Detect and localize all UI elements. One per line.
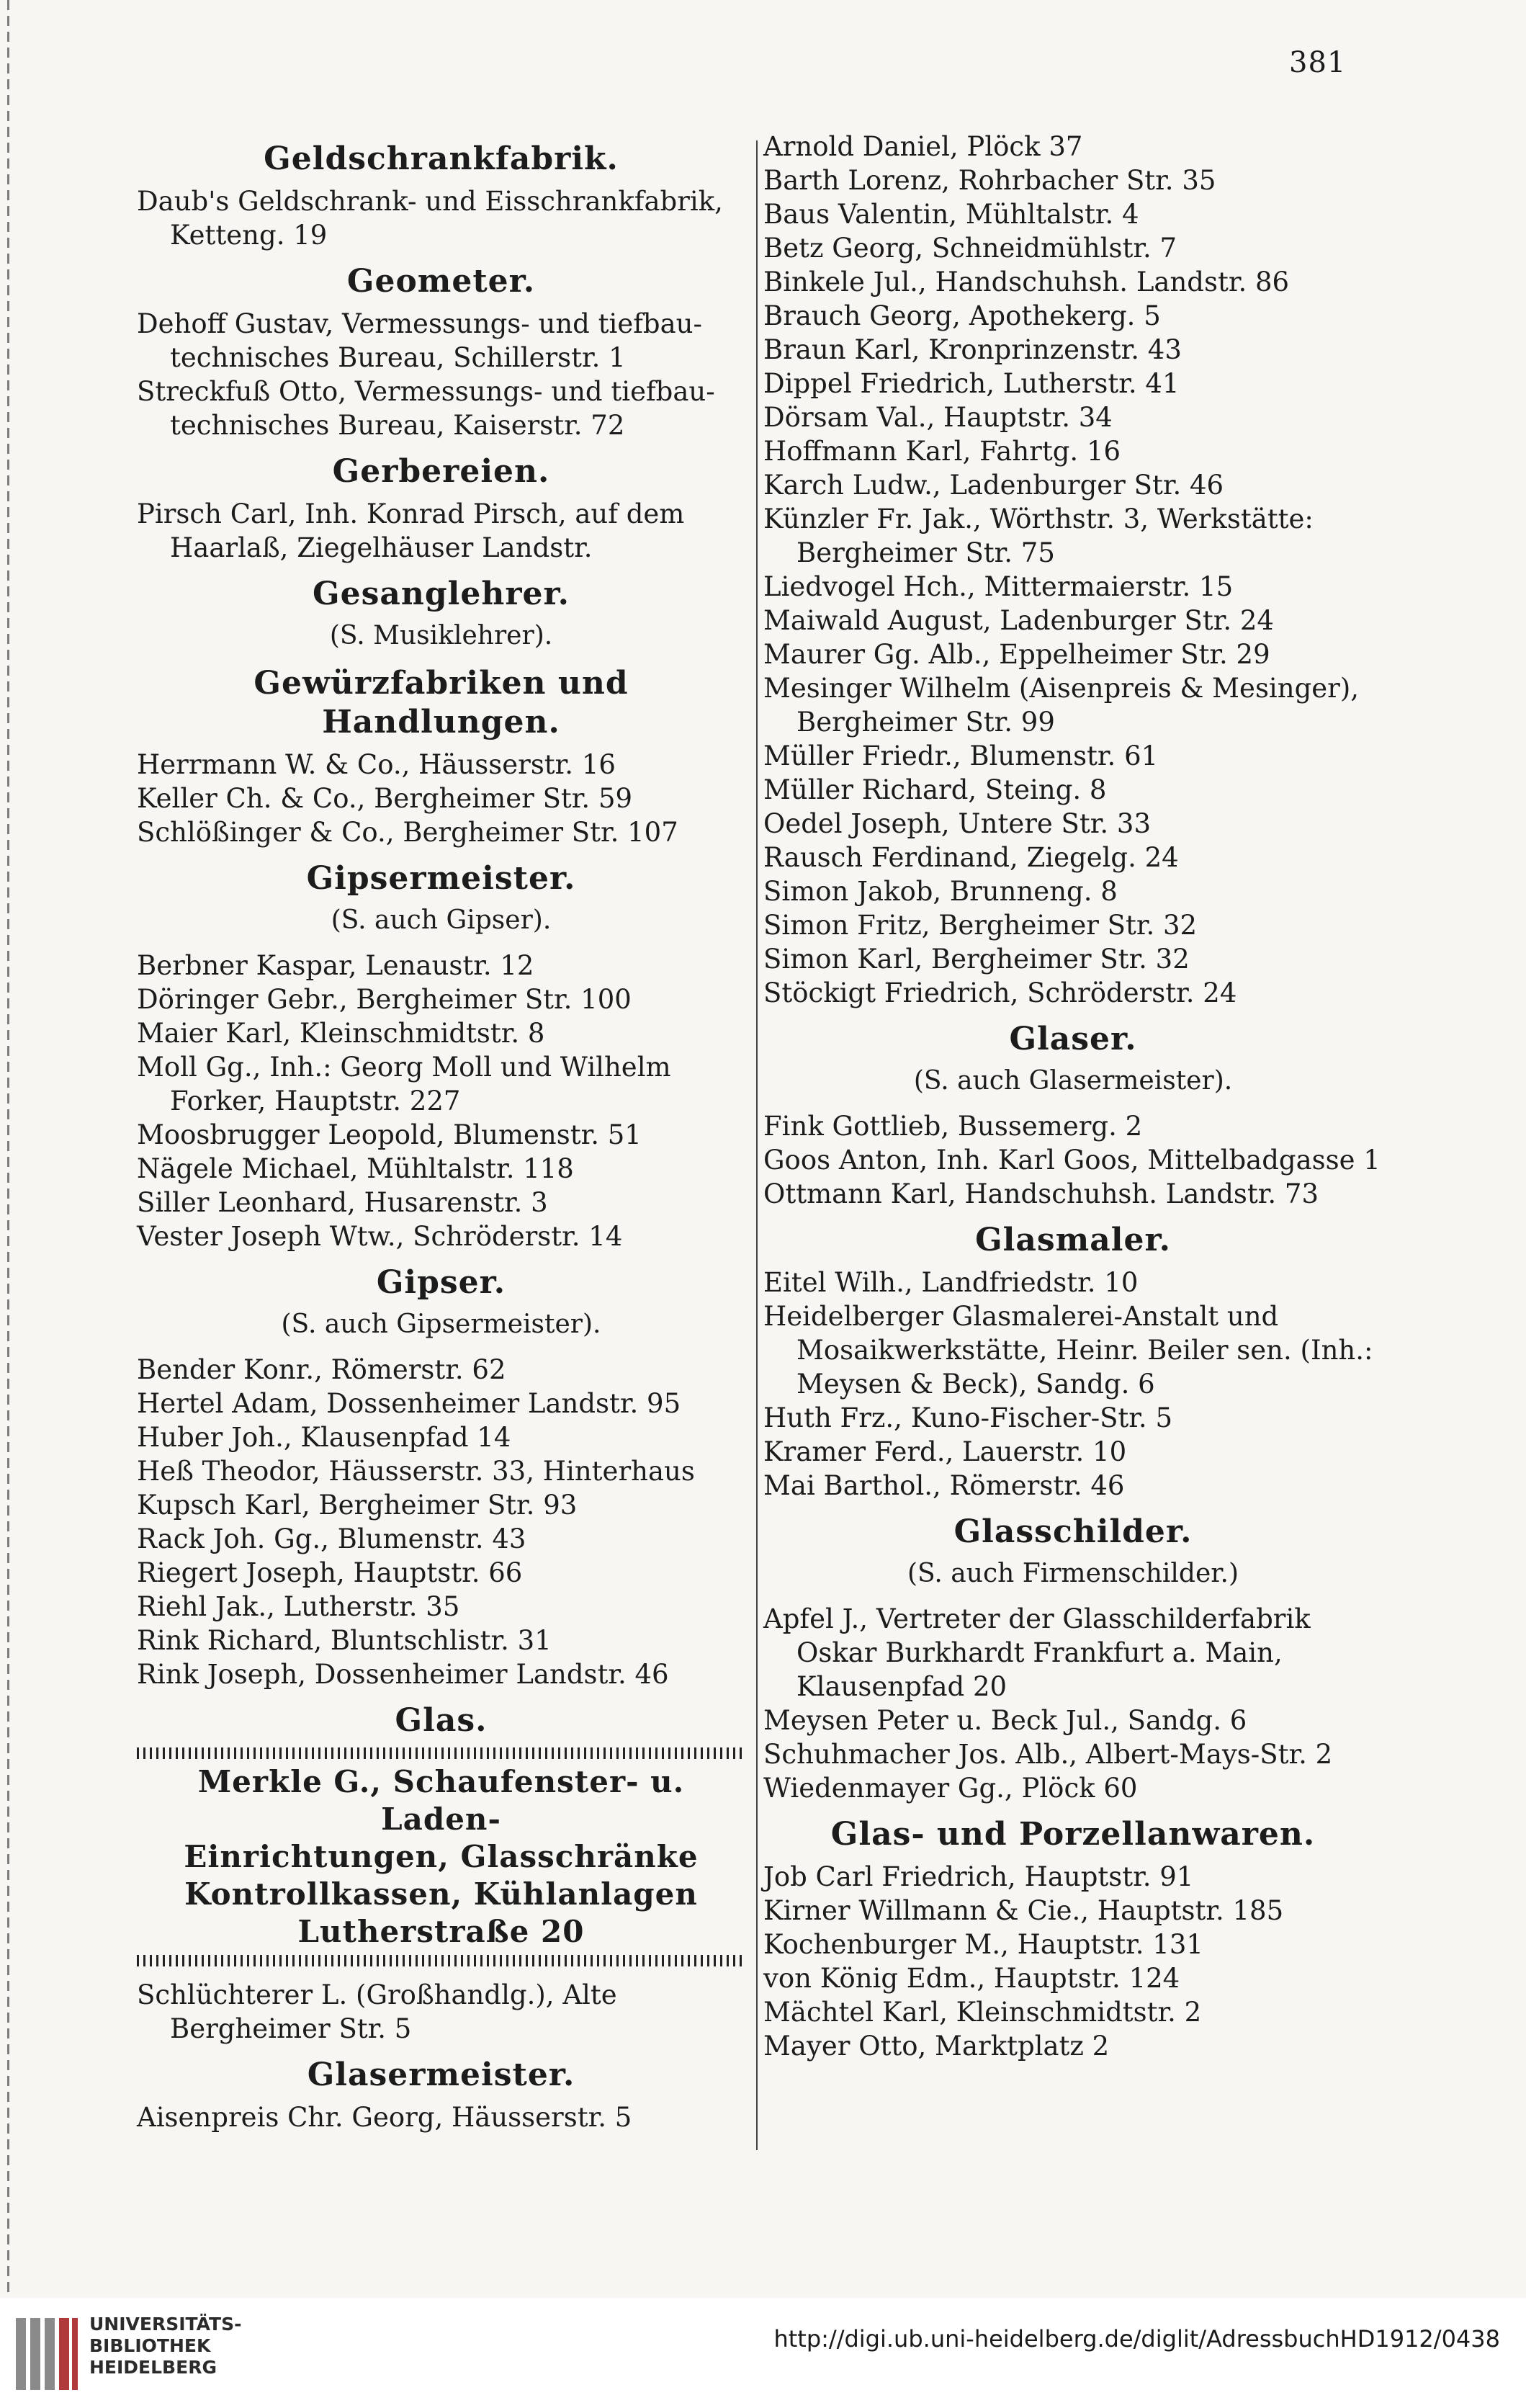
directory-entry: Rink Joseph, Dossenheimer Landstr. 46 (137, 1659, 669, 1690)
directory-entry: Oedel Joseph, Untere Str. 33 (763, 808, 1151, 839)
library-name-line: BIBLIOTHEK (89, 2335, 211, 2356)
directory-entry: Mayer Otto, Marktplatz 2 (763, 2031, 1110, 2062)
directory-entry: Nägele Michael, Mühltalstr. 118 (137, 1153, 574, 1184)
section-heading: Glasschilder. (953, 1513, 1193, 1550)
directory-entry: Rack Joh. Gg., Blumenstr. 43 (137, 1523, 526, 1554)
directory-entry: Döringer Gebr., Bergheimer Str. 100 (137, 984, 632, 1015)
directory-entry: Mächtel Karl, Kleinschmidtstr. 2 (763, 1997, 1202, 2028)
cross-reference: (S. auch Glasermeister). (913, 1066, 1233, 1096)
directory-entry: Bender Konr., Römerstr. 62 (137, 1354, 506, 1385)
directory-entry: Apfel J., Vertreter der Glasschilderfabrik Oskar Burkhardt Frankfurt a. Main, Klausenpfad 20 (763, 1603, 1311, 1702)
directory-entry: Meysen Peter u. Beck Jul., Sandg. 6 (763, 1705, 1247, 1736)
directory-entry: Moosbrugger Leopold, Blumenstr. 51 (137, 1119, 642, 1150)
directory-entry: Heidelberger Glasmalerei-Anstalt und Mosaikwerkstätte, Heinr. Beiler sen. (Inh.: Meysen & Beck), Sandg. 6 (763, 1301, 1373, 1400)
directory-entry: Maurer Gg. Alb., Eppelheimer Str. 29 (763, 639, 1270, 670)
section-heading: Gewürzfabriken und Handlungen. (253, 665, 629, 740)
directory-entry: von König Edm., Hauptstr. 124 (763, 1963, 1180, 1994)
directory-entry: Streckfuß Otto, Vermessungs- und tiefbau-technisches Bureau, Kaiserstr. 72 (137, 376, 715, 441)
directory-entry: Barth Lorenz, Rohrbacher Str. 35 (763, 165, 1216, 196)
directory-entry: Simon Jakob, Brunneng. 8 (763, 876, 1118, 907)
directory-entry: Berbner Kaspar, Lenaustr. 12 (137, 950, 534, 981)
directory-entry: Dippel Friedrich, Lutherstr. 41 (763, 368, 1180, 399)
directory-entry: Herrmann W. & Co., Häusserstr. 16 (137, 749, 616, 780)
directory-entry: Simon Karl, Bergheimer Str. 32 (763, 944, 1190, 975)
directory-entry: Huber Joh., Klausenpfad 14 (137, 1422, 511, 1453)
directory-entry: Huth Frz., Kuno-Fischer-Str. 5 (763, 1402, 1172, 1433)
cross-reference: (S. auch Firmenschilder.) (907, 1559, 1239, 1588)
directory-entry: Ottmann Karl, Handschuhsh. Landstr. 73 (763, 1178, 1319, 1209)
directory-entry: Hoffmann Karl, Fahrtg. 16 (763, 436, 1121, 467)
directory-entry: Künzler Fr. Jak., Wörthstr. 3, Werkstätte: Bergheimer Str. 75 (763, 503, 1314, 568)
section-heading: Geometer. (346, 263, 536, 300)
section-heading: Gerbereien. (332, 453, 550, 490)
ad-border (137, 1955, 745, 1966)
directory-entry: Arnold Daniel, Plöck 37 (763, 131, 1083, 162)
directory-entry: Karch Ludw., Ladenburger Str. 46 (763, 470, 1224, 501)
directory-entry: Betz Georg, Schneidmühlstr. 7 (763, 233, 1177, 264)
directory-entry: Maiwald August, Ladenburger Str. 24 (763, 605, 1274, 636)
footer (0, 2298, 1526, 2408)
directory-entry: Liedvogel Hch., Mittermaierstr. 15 (763, 571, 1234, 602)
directory-entry: Vester Joseph Wtw., Schröderstr. 14 (137, 1221, 623, 1252)
directory-entry: Kochenburger M., Hauptstr. 131 (763, 1929, 1203, 1960)
directory-entry: Hertel Adam, Dossenheimer Landstr. 95 (137, 1388, 681, 1419)
advertisement (137, 1747, 745, 1966)
directory-entry: Rink Richard, Bluntschlistr. 31 (137, 1625, 552, 1656)
directory-entry: Goos Anton, Inh. Karl Goos, Mittelbadgasse 1 (763, 1145, 1381, 1176)
section-heading: Glas. (395, 1702, 488, 1739)
cross-reference: (S. auch Gipser). (331, 905, 552, 935)
directory-entry: Müller Friedr., Blumenstr. 61 (763, 740, 1159, 771)
section-heading: Geldschrankfabrik. (264, 140, 619, 177)
directory-entry: Schlößinger & Co., Bergheimer Str. 107 (137, 817, 678, 848)
directory-entry: Brauch Georg, Apothekerg. 5 (763, 300, 1161, 331)
directory-entry: Stöckigt Friedrich, Schröderstr. 24 (763, 977, 1237, 1008)
directory-entry: Dehoff Gustav, Vermessungs- und tiefbau-technisches Bureau, Schillerstr. 1 (137, 308, 702, 373)
section-heading: Glasmaler. (975, 1222, 1171, 1258)
section-heading: Gipser. (376, 1264, 506, 1301)
ad-border (137, 1747, 745, 1759)
directory-entry: Dörsam Val., Hauptstr. 34 (763, 402, 1113, 433)
ad-line: Kontrollkassen, Kühlanlagen (184, 1876, 698, 1912)
cross-reference: (S. auch Gipsermeister). (281, 1310, 601, 1339)
directory-entry: Daub's Geldschrank- und Eisschrankfabrik, Ketteng. 19 (137, 186, 723, 251)
library-logo-icon (10, 2311, 82, 2397)
directory-entry: Kramer Ferd., Lauerstr. 10 (763, 1436, 1127, 1467)
directory-entry: Rausch Ferdinand, Ziegelg. 24 (763, 842, 1179, 873)
section-heading: Gesanglehrer. (313, 576, 570, 612)
source-url-link[interactable]: http://digi.ub.uni-heidelberg.de/diglit/AdressbuchHD1912/0438 (773, 2325, 1500, 2353)
directory-entry: Baus Valentin, Mühltalstr. 4 (763, 199, 1139, 230)
column-divider (756, 140, 758, 2150)
directory-entry: Simon Fritz, Bergheimer Str. 32 (763, 910, 1198, 941)
ad-line: Lutherstraße 20 (297, 1914, 585, 1949)
directory-entry: Schlüchterer L. (Großhandlg.), Alte Bergheimer Str. 5 (137, 1979, 617, 2044)
directory-entry: Müller Richard, Steing. 8 (763, 774, 1107, 805)
library-name-line: UNIVERSITÄTS- (89, 2314, 242, 2335)
ad-line: Merkle G., Schaufenster- u. Laden- (197, 1764, 685, 1837)
directory-entry: Eitel Wilh., Landfriedstr. 10 (763, 1267, 1139, 1298)
directory-entry: Keller Ch. & Co., Bergheimer Str. 59 (137, 783, 633, 814)
directory-entry: Moll Gg., Inh.: Georg Moll und Wilhelm Forker, Hauptstr. 227 (137, 1052, 671, 1116)
section-heading: Glasermeister. (307, 2056, 575, 2093)
directory-entry: Heß Theodor, Häusserstr. 33, Hinterhaus (137, 1456, 695, 1487)
directory-entry: Mai Barthol., Römerstr. 46 (763, 1470, 1125, 1501)
right-column (763, 130, 1383, 2063)
directory-entry: Siller Leonhard, Husarenstr. 3 (137, 1187, 548, 1218)
directory-entry: Schuhmacher Jos. Alb., Albert-Mays-Str. 2 (763, 1739, 1333, 1770)
directory-entry: Riehl Jak., Lutherstr. 35 (137, 1591, 460, 1622)
directory-entry: Braun Karl, Kronprinzenstr. 43 (763, 334, 1182, 365)
library-name (89, 2314, 241, 2378)
directory-entry: Job Carl Friedrich, Hauptstr. 91 (763, 1861, 1194, 1892)
directory-entry: Fink Gottlieb, Bussemerg. 2 (763, 1111, 1143, 1142)
library-name-line: HEIDELBERG (89, 2357, 217, 2378)
section-heading: Glas- und Porzellanwaren. (830, 1816, 1316, 1853)
directory-entry: Kupsch Karl, Bergheimer Str. 93 (137, 1490, 578, 1521)
section-heading: Glaser. (1009, 1021, 1137, 1057)
left-column (137, 130, 745, 2134)
directory-entry: Aisenpreis Chr. Georg, Häusserstr. 5 (137, 2102, 632, 2133)
ad-line: Einrichtungen, Glasschränke (184, 1839, 699, 1874)
directory-entry: Mesinger Wilhelm (Aisenpreis & Mesinger), Bergheimer Str. 99 (763, 673, 1360, 738)
directory-entry: Pirsch Carl, Inh. Konrad Pirsch, auf dem Haarlaß, Ziegelhäuser Landstr. (137, 498, 685, 563)
binding-edge (7, 0, 9, 2298)
section-heading: Gipsermeister. (306, 860, 576, 897)
directory-entry: Riegert Joseph, Hauptstr. 66 (137, 1557, 523, 1588)
directory-entry: Kirner Willmann & Cie., Hauptstr. 185 (763, 1895, 1284, 1926)
directory-entry: Binkele Jul., Handschuhsh. Landstr. 86 (763, 267, 1290, 297)
directory-entry: Wiedenmayer Gg., Plöck 60 (763, 1773, 1138, 1804)
page-number: 381 (1289, 46, 1347, 79)
cross-reference: (S. Musiklehrer). (329, 621, 553, 650)
directory-entry: Maier Karl, Kleinschmidtstr. 8 (137, 1018, 545, 1049)
